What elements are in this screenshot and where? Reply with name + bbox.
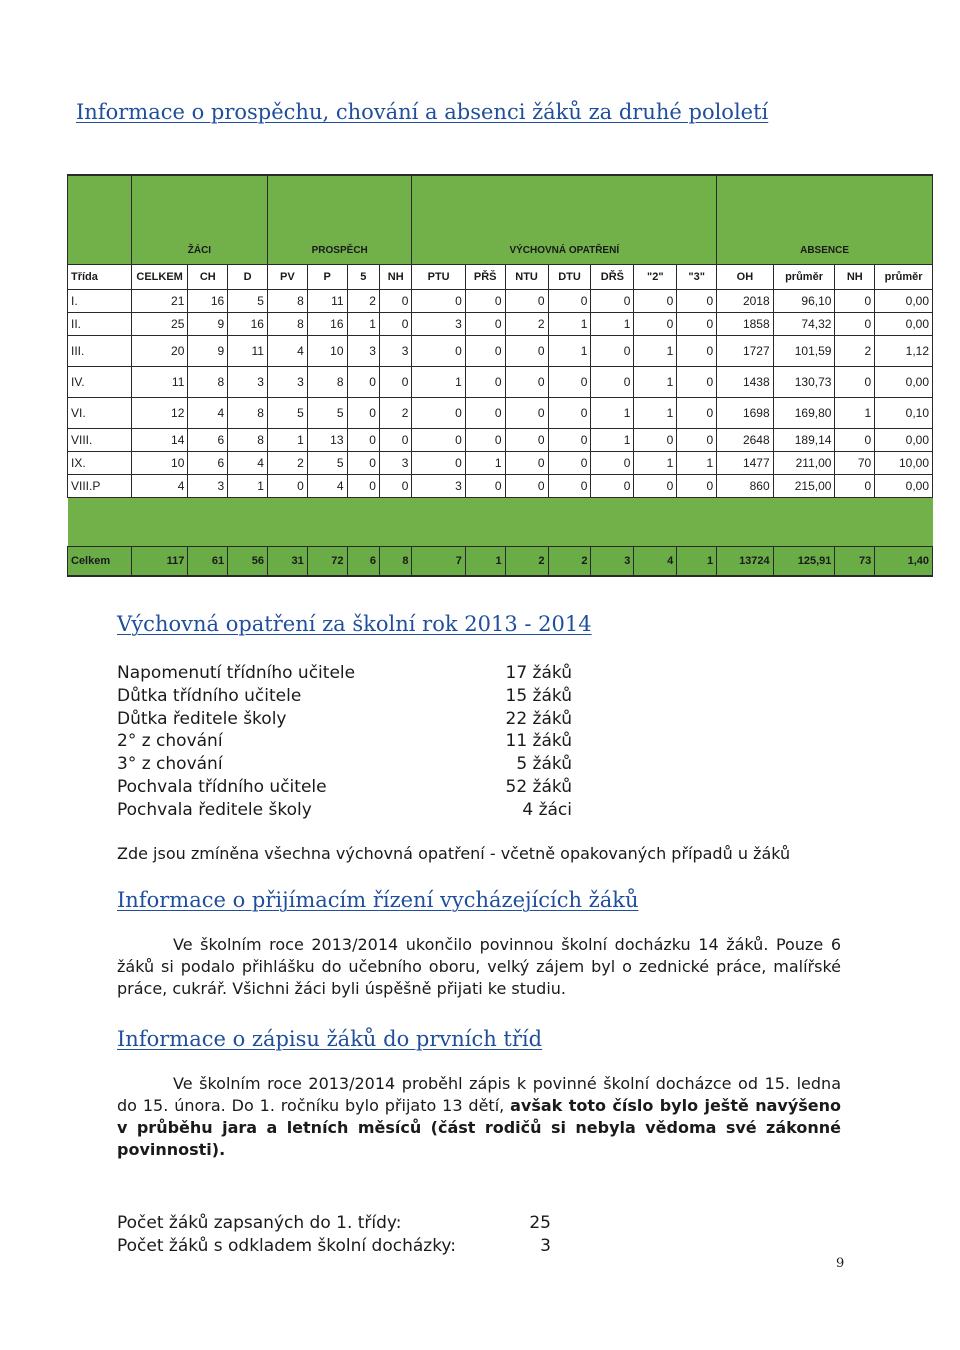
total-cell: 61 — [188, 547, 228, 577]
group-grades: PROSPĚCH — [267, 175, 411, 265]
table-cell: I. — [68, 290, 132, 313]
table-cell: 11 — [307, 290, 347, 313]
column-header: NTU — [505, 265, 548, 290]
table-cell: 1 — [634, 398, 677, 429]
table-cell: 4 — [267, 336, 307, 367]
table-cell: 211,00 — [773, 452, 835, 475]
table-cell: 0 — [465, 475, 505, 498]
table-cell: 0 — [591, 290, 634, 313]
table-cell: 1438 — [717, 367, 774, 398]
table-cell: 0 — [505, 452, 548, 475]
table-cell: 0 — [677, 429, 717, 452]
measures-list — [117, 662, 572, 822]
column-header: "2" — [634, 265, 677, 290]
table-cell: 0 — [548, 452, 591, 475]
column-header: PV — [267, 265, 307, 290]
table-cell: 0 — [591, 367, 634, 398]
table-cell: 3 — [228, 367, 268, 398]
total-cell: 6 — [347, 547, 379, 577]
table-cell: 1 — [591, 398, 634, 429]
table-cell: 6 — [188, 452, 228, 475]
table-cell: 16 — [188, 290, 228, 313]
measure-label: Napomenutí třídního učitele — [117, 663, 356, 683]
table-cell: 3 — [267, 367, 307, 398]
table-cell: 0 — [412, 336, 465, 367]
table-cell: 1 — [591, 313, 634, 336]
total-cell: 1 — [465, 547, 505, 577]
table-cell: 0 — [465, 367, 505, 398]
page-number: 9 — [836, 1256, 845, 1271]
measure-item — [117, 708, 572, 731]
measure-item — [117, 799, 572, 822]
table-cell: 0 — [465, 313, 505, 336]
grades-table — [67, 174, 933, 577]
table-cell: 14 — [131, 429, 188, 452]
table-cell: 0 — [505, 429, 548, 452]
total-cell: 1 — [677, 547, 717, 577]
measure-value: 17 žáků — [505, 663, 572, 683]
table-row — [68, 429, 933, 452]
total-cell: 3 — [591, 547, 634, 577]
table-cell: 1,12 — [875, 336, 933, 367]
table-cell: 0 — [548, 290, 591, 313]
table-cell: 1 — [465, 452, 505, 475]
table-cell: 6 — [188, 429, 228, 452]
table-cell: 0,00 — [875, 367, 933, 398]
table-cell: 0 — [634, 313, 677, 336]
measure-label: Důtka třídního učitele — [117, 685, 302, 706]
column-header: OH — [717, 265, 774, 290]
enrollment-counts — [117, 1212, 551, 1258]
table-cell: 0 — [548, 398, 591, 429]
table-cell: 0 — [465, 429, 505, 452]
enrollment-heading: Informace o zápisu žáků do prvních tříd — [117, 1027, 543, 1051]
table-cell: 0 — [379, 290, 411, 313]
table-row — [68, 475, 933, 498]
table-cell: 1 — [412, 367, 465, 398]
table-cell: 0 — [591, 452, 634, 475]
column-header: DTU — [548, 265, 591, 290]
table-cell: 4 — [307, 475, 347, 498]
column-header: "3" — [677, 265, 717, 290]
table-cell: 10,00 — [875, 452, 933, 475]
table-cell: VIII.P — [68, 475, 132, 498]
total-cell: 2 — [505, 547, 548, 577]
measures-note: Zde jsou zmíněna všechna výchovná opatření - včetně opakovaných případů u žáků — [117, 844, 791, 863]
table-cell: 101,59 — [773, 336, 835, 367]
table-row — [68, 367, 933, 398]
table-cell: 189,14 — [773, 429, 835, 452]
table-cell: 5 — [267, 398, 307, 429]
measure-item — [117, 753, 572, 776]
table-cell: 25 — [131, 313, 188, 336]
table-cell: 0 — [591, 336, 634, 367]
table-cell: 1727 — [717, 336, 774, 367]
table-cell: 0 — [505, 475, 548, 498]
table-cell: 16 — [228, 313, 268, 336]
table-row — [68, 290, 933, 313]
table-cell: 0 — [677, 290, 717, 313]
table-cell: 5 — [307, 452, 347, 475]
total-cell: 7 — [412, 547, 465, 577]
table-cell: 0,00 — [875, 475, 933, 498]
table-cell: 0 — [465, 290, 505, 313]
table-cell: 0 — [677, 313, 717, 336]
total-cell: 8 — [379, 547, 411, 577]
column-header: NH — [835, 265, 875, 290]
total-cell: 72 — [307, 547, 347, 577]
table-cell: 1 — [634, 367, 677, 398]
table-cell: 169,80 — [773, 398, 835, 429]
table-cell: 215,00 — [773, 475, 835, 498]
table-cell: 3 — [379, 452, 411, 475]
table-cell: IV. — [68, 367, 132, 398]
column-header: PŘŠ — [465, 265, 505, 290]
total-cell: 117 — [131, 547, 188, 577]
total-cell: 4 — [634, 547, 677, 577]
column-header: CH — [188, 265, 228, 290]
count-value: 3 — [540, 1236, 551, 1256]
table-cell: VIII. — [68, 429, 132, 452]
table-cell: 1 — [591, 429, 634, 452]
table-cell: 0 — [379, 313, 411, 336]
table-cell: 2 — [379, 398, 411, 429]
table-cell: 860 — [717, 475, 774, 498]
table-cell: 2648 — [717, 429, 774, 452]
table-cell: 1 — [347, 313, 379, 336]
table-cell: 10 — [307, 336, 347, 367]
table-cell: 0 — [379, 367, 411, 398]
table-cell: 0 — [465, 398, 505, 429]
table-cell: 0 — [347, 475, 379, 498]
group-students: ŽÁCI — [131, 175, 267, 265]
table-cell: 16 — [307, 313, 347, 336]
count-value: 25 — [529, 1213, 551, 1233]
table-cell: 0 — [505, 398, 548, 429]
table-cell: 0 — [835, 367, 875, 398]
table-cell: 9 — [188, 313, 228, 336]
table-cell: 8 — [228, 398, 268, 429]
table-cell: 0 — [347, 452, 379, 475]
admission-heading: Informace o přijímacím řízení vycházejících žáků — [117, 888, 639, 912]
measures-heading: Výchovná opatření za školní rok 2013 - 2014 — [117, 612, 592, 636]
count-item — [117, 1235, 551, 1258]
measure-value: 15 žáků — [505, 685, 572, 706]
table-cell: 11 — [228, 336, 268, 367]
table-cell: 0 — [548, 475, 591, 498]
table-cell: 0 — [835, 429, 875, 452]
table-cell: 13 — [307, 429, 347, 452]
total-cell: 31 — [267, 547, 307, 577]
table-cell: 0 — [835, 475, 875, 498]
admission-text: Ve školním roce 2013/2014 ukončilo povinnou školní docházku 14 žáků. Pouze 6 žáků si podalo přihlášku do učebního oboru, velký zájem byl o zednické práce, malířské práce, cukrář. Všichni žáci byli úspěšně přijati ke studiu. — [117, 935, 841, 998]
enrollment-text-plain: Ve školním roce 2013/2014 proběhl zápis k povinné školní docházce od 15. ledna do 15. února. Do 1. ročníku bylo přijato 13 dětí, — [117, 1074, 841, 1115]
table-cell: 21 — [131, 290, 188, 313]
measure-item — [117, 685, 572, 708]
table-cell: 0,00 — [875, 290, 933, 313]
table-cell: IX. — [68, 452, 132, 475]
count-item — [117, 1212, 551, 1235]
table-cell: 0,00 — [875, 313, 933, 336]
table-row — [68, 398, 933, 429]
table-cell: 0 — [379, 475, 411, 498]
table-cell: II. — [68, 313, 132, 336]
table-cell: 0 — [505, 367, 548, 398]
table-cell: 0 — [677, 475, 717, 498]
table-cell: 96,10 — [773, 290, 835, 313]
measure-item — [117, 662, 572, 685]
table-cell: 1 — [677, 452, 717, 475]
table-cell: 3 — [412, 313, 465, 336]
column-header: 5 — [347, 265, 379, 290]
table-cell: VI. — [68, 398, 132, 429]
table-cell: 1698 — [717, 398, 774, 429]
table-cell: 1 — [548, 313, 591, 336]
table-cell: 8 — [188, 367, 228, 398]
table-cell: 8 — [228, 429, 268, 452]
table-cell: 0 — [548, 429, 591, 452]
page-title: Informace o prospěchu, chování a absenci žáků za druhé pololetí — [76, 100, 769, 124]
table-cell: 0 — [591, 475, 634, 498]
table-cell: 2 — [505, 313, 548, 336]
table-cell: 8 — [267, 290, 307, 313]
measure-label: Pochvala ředitele školy — [117, 799, 312, 820]
table-cell: 0 — [347, 367, 379, 398]
total-cell: Celkem — [68, 547, 132, 577]
count-label: Počet žáků zapsaných do 1. třídy: — [117, 1213, 402, 1233]
table-cell: 74,32 — [773, 313, 835, 336]
table-cell: 2 — [267, 452, 307, 475]
table-cell: 4 — [228, 452, 268, 475]
measure-item — [117, 730, 572, 753]
enrollment-text — [117, 1073, 841, 1161]
table-cell: 3 — [412, 475, 465, 498]
table-cell: 0 — [412, 290, 465, 313]
measure-label: 3° z chování — [117, 754, 223, 775]
total-cell: 2 — [548, 547, 591, 577]
table-cell: 0 — [634, 475, 677, 498]
table-cell: 0 — [465, 336, 505, 367]
table-cell: 1477 — [717, 452, 774, 475]
table-cell: 1 — [634, 452, 677, 475]
column-header: Třída — [68, 265, 132, 290]
table-cell: 11 — [131, 367, 188, 398]
table-cell: 0 — [347, 398, 379, 429]
table-cell: 5 — [307, 398, 347, 429]
table-cell: 1 — [634, 336, 677, 367]
measure-value: 4 žáci — [522, 799, 572, 820]
total-cell: 56 — [228, 547, 268, 577]
column-header: NH — [379, 265, 411, 290]
table-cell: 0 — [677, 367, 717, 398]
group-absence: ABSENCE — [717, 175, 933, 265]
table-cell: 0 — [634, 290, 677, 313]
table-cell: 0 — [412, 398, 465, 429]
table-row — [68, 452, 933, 475]
measure-value: 5 žáků — [516, 754, 572, 775]
table-cell: 4 — [188, 398, 228, 429]
table-cell: 3 — [188, 475, 228, 498]
column-header: DŘŠ — [591, 265, 634, 290]
table-cell: 4 — [131, 475, 188, 498]
table-cell: 1 — [548, 336, 591, 367]
measure-item — [117, 776, 572, 799]
total-row — [68, 547, 933, 577]
table-cell: 0,10 — [875, 398, 933, 429]
table-cell: 2018 — [717, 290, 774, 313]
column-header-row — [68, 265, 933, 290]
table-cell: 0 — [677, 336, 717, 367]
count-label: Počet žáků s odkladem školní docházky: — [117, 1236, 456, 1256]
table-cell: 0 — [412, 452, 465, 475]
measure-value: 52 žáků — [505, 776, 572, 797]
column-header: CELKEM — [131, 265, 188, 290]
column-header: PTU — [412, 265, 465, 290]
table-cell: III. — [68, 336, 132, 367]
table-cell: 1 — [835, 398, 875, 429]
table-cell: 0 — [505, 336, 548, 367]
table-cell: 0 — [835, 313, 875, 336]
column-header: průměr — [875, 265, 933, 290]
table-cell: 8 — [307, 367, 347, 398]
total-cell: 73 — [835, 547, 875, 577]
table-cell: 12 — [131, 398, 188, 429]
total-cell: 13724 — [717, 547, 774, 577]
total-cell: 125,91 — [773, 547, 835, 577]
measure-label: Důtka ředitele školy — [117, 708, 287, 729]
table-cell: 0 — [835, 290, 875, 313]
table-cell: 0 — [379, 429, 411, 452]
measure-value: 22 žáků — [505, 708, 572, 729]
total-cell: 1,40 — [875, 547, 933, 577]
table-cell: 2 — [835, 336, 875, 367]
table-cell: 0 — [347, 429, 379, 452]
table-cell: 0 — [267, 475, 307, 498]
table-cell: 2 — [347, 290, 379, 313]
measure-label: Pochvala třídního učitele — [117, 776, 327, 797]
table-row — [68, 313, 933, 336]
table-cell: 1 — [267, 429, 307, 452]
table-cell: 0 — [412, 429, 465, 452]
table-cell: 0 — [548, 367, 591, 398]
table-row — [68, 336, 933, 367]
table-cell: 1858 — [717, 313, 774, 336]
table-cell: 130,73 — [773, 367, 835, 398]
group-header-row — [68, 175, 933, 265]
enrollment-text-bold: avšak toto číslo bylo ještě navýšeno v průběhu jara a letních měsíců (část rodičů si nebyla vědoma své zákonné povinnosti). — [117, 1096, 841, 1159]
table-cell: 0 — [505, 290, 548, 313]
spacer-row — [68, 498, 933, 547]
table-cell: 0,00 — [875, 429, 933, 452]
table-cell: 10 — [131, 452, 188, 475]
table-cell: 9 — [188, 336, 228, 367]
table-cell: 8 — [267, 313, 307, 336]
table-cell: 3 — [347, 336, 379, 367]
table-cell: 70 — [835, 452, 875, 475]
table-cell: 0 — [677, 398, 717, 429]
measure-label: 2° z chování — [117, 731, 223, 752]
table-cell: 5 — [228, 290, 268, 313]
table-cell: 3 — [379, 336, 411, 367]
column-header: D — [228, 265, 268, 290]
column-header: průměr — [773, 265, 835, 290]
measure-value: 11 žáků — [505, 731, 572, 752]
column-header: P — [307, 265, 347, 290]
table-cell: 0 — [634, 429, 677, 452]
group-measures: VÝCHOVNÁ OPATŘENÍ — [412, 175, 717, 265]
table-cell: 1 — [228, 475, 268, 498]
table-cell: 20 — [131, 336, 188, 367]
